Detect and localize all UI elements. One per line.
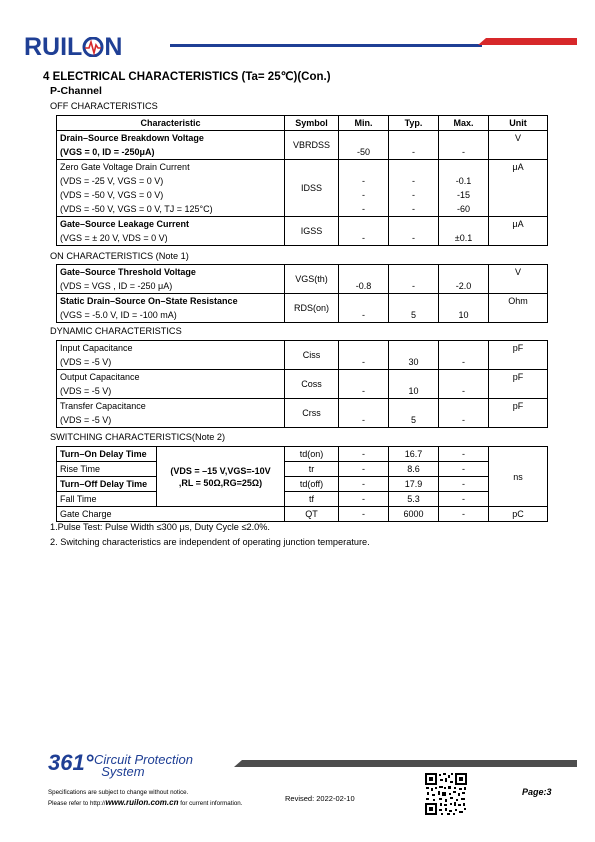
- table-row: [57, 462, 548, 477]
- param-max: -: [439, 507, 489, 522]
- table-row: [57, 160, 548, 217]
- param-typ: 5.3: [389, 492, 439, 507]
- table-row: [57, 265, 548, 294]
- param-symbol: Crss: [285, 399, 339, 428]
- param-symbol: tf: [285, 492, 339, 507]
- brand-text-right: N: [104, 33, 123, 61]
- param-symbol: IGSS: [285, 217, 339, 246]
- table-row: [57, 294, 548, 323]
- param-typ: 10: [389, 370, 439, 399]
- param-name: Drain–Source Breakdown Voltage (VGS = 0, ID = -250μA): [57, 131, 285, 160]
- footer-gray-bar: [234, 760, 577, 767]
- param-typ: -: [389, 265, 439, 294]
- table-row: [57, 217, 548, 246]
- col-min: Min.: [339, 116, 389, 131]
- param-min: -: [339, 294, 389, 323]
- param-unit: pF: [489, 399, 548, 428]
- footer-logo-number: 361°: [48, 750, 94, 775]
- param-unit: pC: [489, 507, 548, 522]
- param-max: -2.0: [439, 265, 489, 294]
- param-min: -: [339, 462, 389, 477]
- param-max: -: [439, 447, 489, 462]
- footer-logo-text: Circuit Protection System: [94, 752, 193, 779]
- param-unit: μA: [489, 160, 548, 217]
- col-typ: Typ.: [389, 116, 439, 131]
- param-typ: 17.9: [389, 477, 439, 492]
- param-name: Input Capacitance (VDS = -5 V): [57, 341, 285, 370]
- header-red-bar: [478, 38, 577, 45]
- col-unit: Unit: [489, 116, 548, 131]
- param-typ: - - -: [389, 160, 439, 217]
- param-min: -0.8: [339, 265, 389, 294]
- param-name: Output Capacitance (VDS = -5 V): [57, 370, 285, 399]
- param-unit: pF: [489, 341, 548, 370]
- param-symbol: Coss: [285, 370, 339, 399]
- param-name: Gate–Source Threshold Voltage (VDS = VGS , ID = -250 μA): [57, 265, 285, 294]
- param-min: -: [339, 492, 389, 507]
- param-max: -: [439, 462, 489, 477]
- table-row: [57, 341, 548, 370]
- param-unit: V: [489, 131, 548, 160]
- param-name: Gate Charge: [57, 507, 285, 522]
- qr-code-icon: [424, 772, 468, 816]
- header-blue-bar: [170, 44, 482, 47]
- param-min: -: [339, 447, 389, 462]
- param-name: Zero Gate Voltage Drain Current (VDS = -25 V, VGS = 0 V) (VDS = -50 V, VGS = 0 V) (VDS = -50 V, VGS = 0 V, TJ = 125°C): [57, 160, 285, 217]
- param-max: -: [439, 341, 489, 370]
- col-characteristic: Characteristic: [57, 116, 285, 131]
- brand-logo: [24, 33, 123, 61]
- param-unit: Ohm: [489, 294, 548, 323]
- table-row: [57, 492, 548, 507]
- group-label-switching: SWITCHING CHARACTERISTICS(Note 2): [50, 432, 226, 442]
- param-unit: ns: [489, 447, 548, 507]
- param-symbol: VBRDSS: [285, 131, 339, 160]
- param-typ: -: [389, 217, 439, 246]
- table-row: [57, 399, 548, 428]
- param-symbol: tr: [285, 462, 339, 477]
- param-name: Gate–Source Leakage Current (VGS = ± 20 V, VDS = 0 V): [57, 217, 285, 246]
- table-header-row: [57, 116, 548, 131]
- col-max: Max.: [439, 116, 489, 131]
- param-typ: 8.6: [389, 462, 439, 477]
- param-symbol: Ciss: [285, 341, 339, 370]
- param-min: -: [339, 341, 389, 370]
- col-symbol: Symbol: [285, 116, 339, 131]
- param-symbol: VGS(th): [285, 265, 339, 294]
- param-name: Static Drain–Source On–State Resistance (VGS = -5.0 V, ID = -100 mA): [57, 294, 285, 323]
- param-symbol: QT: [285, 507, 339, 522]
- param-max: -0.1 -15 -60: [439, 160, 489, 217]
- table-dynamic: [56, 340, 548, 428]
- group-label-dynamic: DYNAMIC CHARACTERISTICS: [50, 326, 182, 336]
- table-on: [56, 264, 548, 323]
- param-min: -: [339, 370, 389, 399]
- param-min: -: [339, 399, 389, 428]
- table-off: [56, 115, 548, 246]
- revised-date: Revised: 2022-02-10: [285, 794, 355, 803]
- param-min: -: [339, 477, 389, 492]
- group-label-on: ON CHARACTERISTICS (Note 1): [50, 251, 189, 261]
- param-unit: μA: [489, 217, 548, 246]
- param-max: -: [439, 492, 489, 507]
- table-row: [57, 477, 548, 492]
- page-number: Page:3: [522, 787, 552, 797]
- param-name: Transfer Capacitance (VDS = -5 V): [57, 399, 285, 428]
- brand-text-left: RUIL: [24, 33, 83, 61]
- subtitle: P-Channel: [50, 85, 102, 97]
- section-title: 4 ELECTRICAL CHARACTERISTICS (Ta= 25℃)(Con.): [43, 71, 331, 83]
- param-max: ±0.1: [439, 217, 489, 246]
- param-name: Turn–On Delay Time: [57, 447, 157, 462]
- param-typ: 5: [389, 294, 439, 323]
- logo-pulse-icon: [82, 37, 104, 57]
- param-typ: -: [389, 131, 439, 160]
- param-max: -: [439, 370, 489, 399]
- param-max: 10: [439, 294, 489, 323]
- param-typ: 30: [389, 341, 439, 370]
- table-row: [57, 507, 548, 522]
- param-min: -: [339, 217, 389, 246]
- footer-disclaimer: Specifications are subject to change without notice. Please refer to http://www.ruilon.com.cn for current information.: [48, 789, 243, 807]
- param-symbol: td(on): [285, 447, 339, 462]
- table-row: [57, 131, 548, 160]
- switching-conditions: (VDS = –15 V,VGS=-10V ,RL = 50Ω,RG=25Ω): [157, 447, 285, 507]
- footer-url-link[interactable]: www.ruilon.com.cn: [105, 798, 179, 807]
- param-min: -50: [339, 131, 389, 160]
- table-row: [57, 370, 548, 399]
- param-unit: V: [489, 265, 548, 294]
- param-name: Rise Time: [57, 462, 157, 477]
- table-row: [57, 447, 548, 462]
- param-typ: 5: [389, 399, 439, 428]
- param-min: - - -: [339, 160, 389, 217]
- param-max: -: [439, 131, 489, 160]
- note-2: 2. Switching characteristics are independent of operating junction temperature.: [50, 537, 370, 547]
- table-switching: [56, 446, 548, 522]
- param-max: -: [439, 399, 489, 428]
- param-typ: 6000: [389, 507, 439, 522]
- param-unit: pF: [489, 370, 548, 399]
- param-symbol: RDS(on): [285, 294, 339, 323]
- param-max: -: [439, 477, 489, 492]
- param-typ: 16.7: [389, 447, 439, 462]
- param-min: -: [339, 507, 389, 522]
- param-name: Turn–Off Delay Time: [57, 477, 157, 492]
- footer-logo: [48, 750, 193, 779]
- param-symbol: td(off): [285, 477, 339, 492]
- param-name: Fall Time: [57, 492, 157, 507]
- group-label-off: OFF CHARACTERISTICS: [50, 101, 158, 111]
- note-1: 1.Pulse Test: Pulse Width ≤300 μs, Duty Cycle ≤2.0%.: [50, 522, 270, 532]
- param-symbol: IDSS: [285, 160, 339, 217]
